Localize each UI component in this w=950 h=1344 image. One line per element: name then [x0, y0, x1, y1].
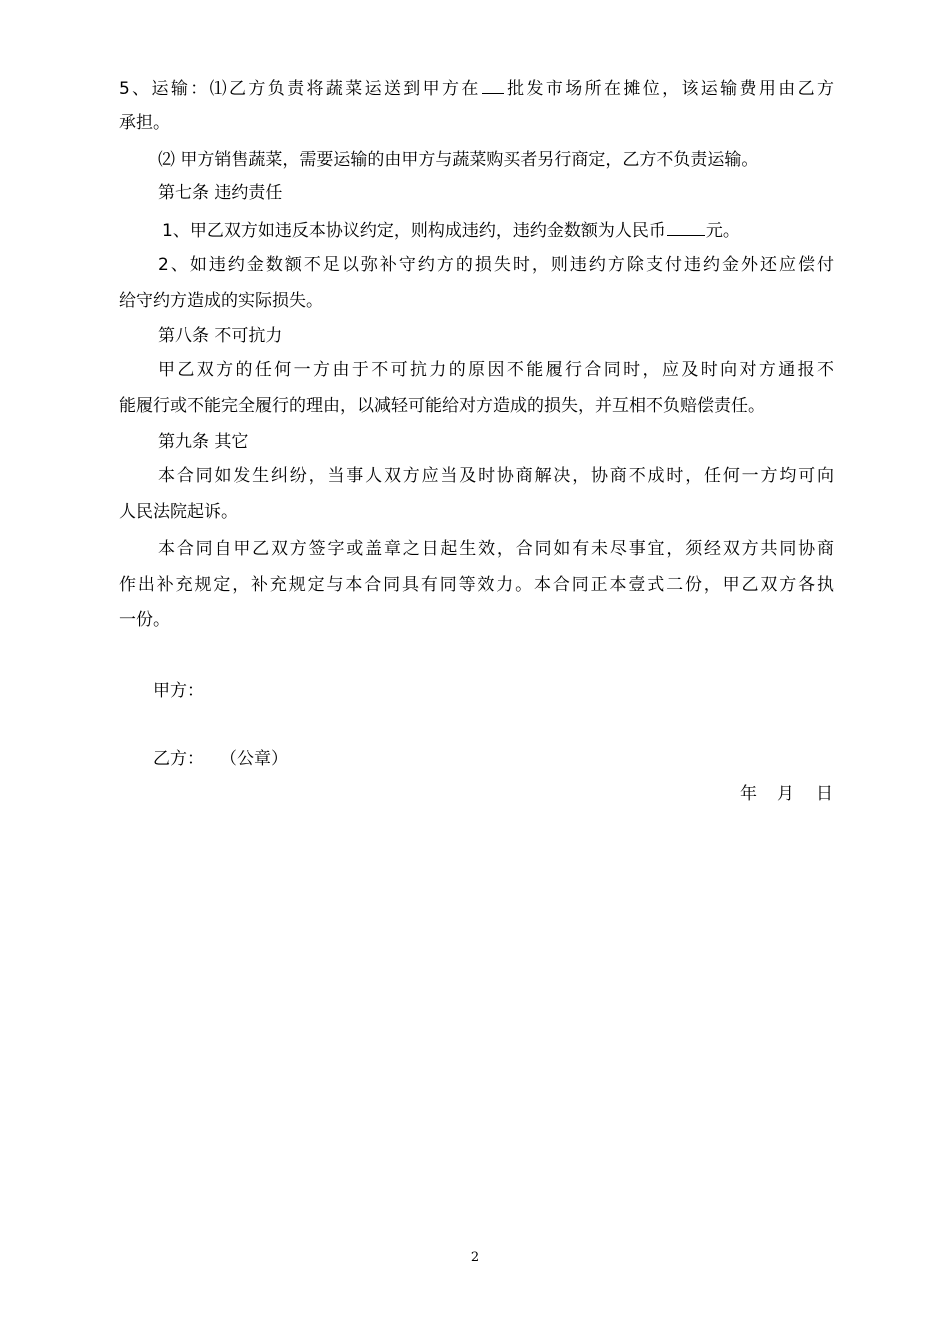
- article-9-para-1-line-2: 人民法院起诉。: [119, 502, 238, 522]
- article-9-para-2-line-3: 一份。: [119, 610, 170, 630]
- article-7-item-2-line-1: 2、如违约金数额不足以弥补守约方的损失时，则违约方除支付违约金外还应偿付: [158, 255, 834, 275]
- clause-transport-text-a: 5、运输：⑴乙方负责将蔬菜运送到甲方在: [119, 79, 481, 99]
- market-name-blank: [482, 77, 504, 94]
- article-7-item-1: [162, 219, 740, 241]
- article-9-para-2-line-1: 本合同自甲乙双方签字或盖章之日起生效，合同如有未尽事宜，须经双方共同协商: [158, 539, 834, 559]
- date-month: 月: [777, 784, 794, 804]
- seal-label: （公章）: [220, 749, 288, 769]
- party-b-label: 乙方：: [153, 749, 204, 769]
- article-8-title: 第八条 不可抗力: [158, 326, 283, 346]
- date-day: 日: [816, 784, 833, 804]
- article-7-title: 第七条 违约责任: [158, 183, 283, 203]
- date-year: 年: [740, 784, 757, 804]
- article-7-item-2-line-2: 给守约方造成的实际损失。: [119, 291, 323, 311]
- party-a-label: 甲方：: [153, 681, 204, 701]
- clause-transport-text-b: 批发市场所在摊位，该运输费用由乙方: [504, 79, 835, 99]
- article-7-item-1-text-b: 元。: [705, 221, 740, 241]
- clause-transport-line-2: 承担。: [119, 113, 170, 133]
- article-9-para-1-line-1: 本合同如发生纠纷，当事人双方应当及时协商解决，协商不成时，任何一方均可向: [158, 466, 834, 486]
- article-9-para-2-line-2: 作出补充规定，补充规定与本合同具有同等效力。本合同正本壹式二份，甲乙双方各执: [119, 575, 834, 595]
- clause-transport-line-1: [119, 77, 834, 99]
- page-number: 2: [470, 1250, 480, 1265]
- article-8-line-2: 能履行或不能完全履行的理由，以减轻可能给对方造成的损失，并互相不负赔偿责任。: [119, 396, 765, 416]
- article-7-item-1-text-a: 1、甲乙双方如违反本协议约定，则构成违约，违约金数额为人民币: [162, 221, 666, 241]
- article-8-line-1: 甲乙双方的任何一方由于不可抗力的原因不能履行合同时，应及时向对方通报不: [158, 360, 834, 380]
- article-9-title: 第九条 其它: [158, 432, 249, 452]
- penalty-amount-blank: [667, 219, 705, 236]
- clause-transport-sub-2: ⑵ 甲方销售蔬菜，需要运输的由甲方与蔬菜购买者另行商定，乙方不负责运输。: [158, 150, 759, 170]
